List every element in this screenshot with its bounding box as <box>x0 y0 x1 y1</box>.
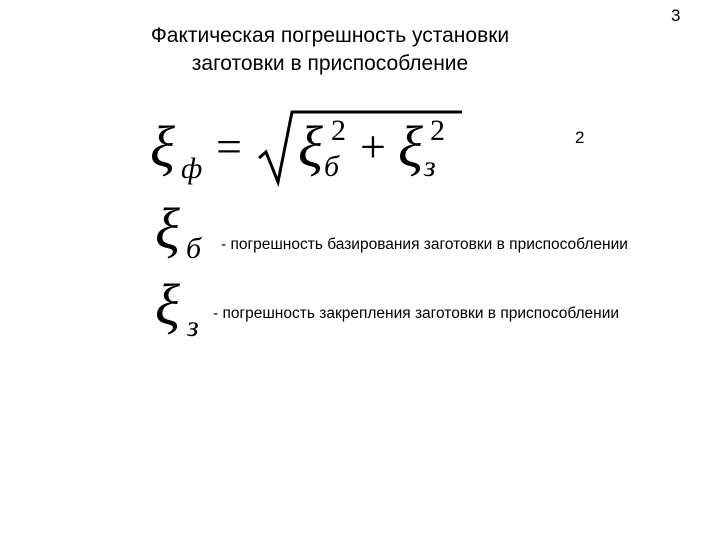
definition-1-subscript: б <box>186 232 202 265</box>
definition-2-subscript: з <box>187 310 199 343</box>
definition-2-text: - погрешность закрепления заготовки в приспособлении <box>213 305 620 322</box>
formula-term2-exponent: 2 <box>430 114 445 147</box>
formula-lhs-subscript: ф <box>181 152 203 185</box>
page-number: 3 <box>671 6 681 25</box>
formula-term1-exponent: 2 <box>331 114 346 147</box>
formula-equals: = <box>216 121 242 172</box>
slide-title-line-2: заготовки в приспособление <box>191 52 469 75</box>
formula-term2-subscript: з <box>424 150 436 183</box>
definition-1-xi: ξ <box>155 196 180 261</box>
equation-number: 2 <box>575 128 585 147</box>
definition-2-xi: ξ <box>155 272 180 337</box>
formula-term1-subscript: б <box>324 150 340 183</box>
slide-title-line-1: Фактическая погрешность установки <box>150 24 510 47</box>
formula-term2-xi: ξ <box>398 114 423 179</box>
definition-1-text: - погрешность базирования заготовки в приспособлении <box>221 236 628 253</box>
formula-term1-xi: ξ <box>298 114 323 179</box>
formula-plus: + <box>360 121 386 172</box>
formula-lhs-xi: ξ <box>150 114 175 179</box>
